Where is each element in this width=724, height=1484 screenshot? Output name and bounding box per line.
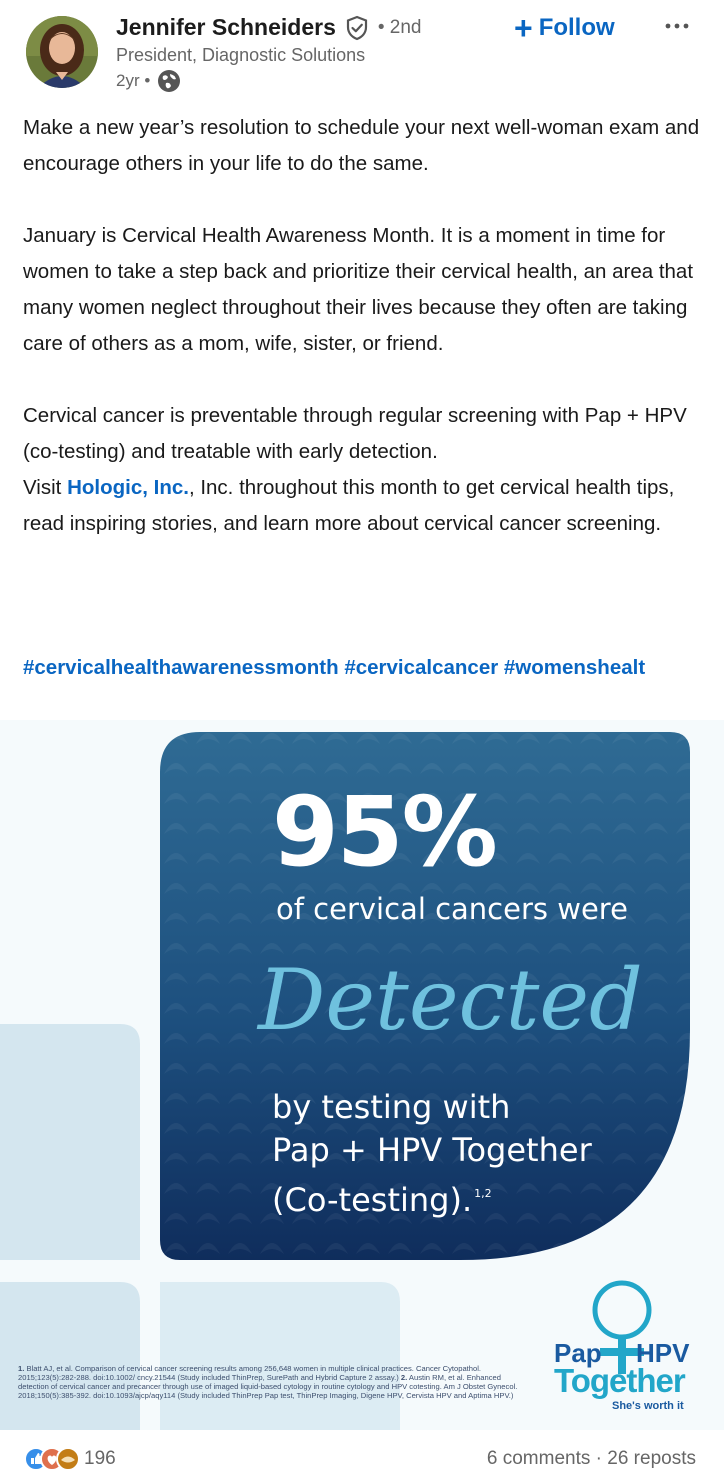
post-meta	[116, 68, 182, 94]
reactions-summary[interactable]	[24, 1446, 116, 1472]
follow-button[interactable]	[514, 12, 615, 44]
paragraph-3-rest: , Inc. throughout this month to get cervical health tips, read inspiring stories, and learn more about cervical cancer screening.	[23, 476, 675, 535]
connection-degree: • 2nd	[377, 16, 422, 38]
reaction-icons	[24, 1446, 80, 1472]
image-line-2: Pap + HPV Together	[272, 1131, 592, 1169]
paragraph-3	[23, 398, 703, 542]
verified-shield-icon	[344, 15, 370, 41]
image-line-1: by testing with	[272, 1088, 511, 1126]
brand-pap: Pap	[554, 1338, 602, 1368]
brand-together: Together	[554, 1362, 685, 1399]
paragraph-1: Make a new year’s resolution to schedule your next well-woman exam and encourage others in your life to do the same.	[23, 116, 700, 175]
author-line	[116, 14, 422, 41]
brand-tagline: She's worth it	[612, 1400, 684, 1412]
image-footnote-marker: 1,2	[474, 1187, 492, 1200]
reposts-count[interactable]: 26 reposts	[607, 1448, 696, 1469]
image-script-text: Detected	[258, 951, 643, 1049]
author-name[interactable]: Jennifer Schneiders	[116, 14, 336, 40]
image-stat-subtitle: of cervical cancers were	[276, 892, 628, 926]
follow-label: Follow	[538, 14, 615, 41]
image-body-text	[272, 1086, 592, 1222]
post-time: 2yr •	[116, 71, 151, 90]
paragraph-3-line-1: Cervical cancer is preventable through regular screening with Pap + HPV (co-testing) and treatable with early detection.	[23, 404, 687, 463]
separator: ·	[590, 1448, 608, 1469]
post-image[interactable]	[0, 720, 724, 1430]
paragraph-2: January is Cervical Health Awareness Month. It is a moment in time for women to take a step back and prioritize their cervical health, an area that many women neglect throughout their lives because they often are taking care of others as a mom, wife, sister, or friend.	[23, 224, 694, 355]
author-headline: President, Diagnostic Solutions	[116, 45, 366, 65]
mention-hologic[interactable]: Hologic, Inc.	[67, 476, 189, 499]
image-stat: 95%	[272, 776, 496, 888]
more-dots-icon	[664, 22, 690, 30]
image-references: 1. Blatt AJ, et al. Comparison of cervical cancer screening results among 256,648 women in multiple clinical practices. Cancer Cytopathol. 2015;123(5):282-288. doi:10.1002/ cncy.21544 (Study included ThinPrep, SurePath and Hybrid Capture 2 assay.) 2. Austin RM, et al. Enhanced detection of cervical cancer and precancer through use of imaged liquid-based cytology in routine cytology and HPV cotesting. Am J Obstet Gynecol. 2018;150(5):385-392. doi:10.1093/ajcp/aqy114 (Study included ThinPrep Pap test, ThinPrep Imaging, Digene HPV, Cervista HPV and Aptima HPV.)	[18, 1364, 518, 1400]
post-text	[23, 110, 703, 542]
post-header	[0, 0, 724, 110]
engagement-stats	[487, 1448, 696, 1470]
comments-count[interactable]: 6 comments	[486, 1448, 591, 1469]
more-options-button[interactable]	[660, 8, 694, 44]
visit-text: Visit	[23, 476, 68, 499]
plus-icon: +	[514, 10, 533, 46]
globe-icon	[156, 68, 182, 94]
image-line-3: (Co-testing). $^{1,2}$	[272, 1181, 492, 1219]
post-footer	[0, 1440, 724, 1480]
brand-hpv: HPV	[636, 1338, 690, 1368]
hashtags[interactable]: #cervicalhealthawarenessmonth #cervicalcancer #womenshealt	[23, 656, 646, 679]
avatar[interactable]	[26, 16, 98, 88]
reaction-count: 196	[84, 1448, 116, 1469]
